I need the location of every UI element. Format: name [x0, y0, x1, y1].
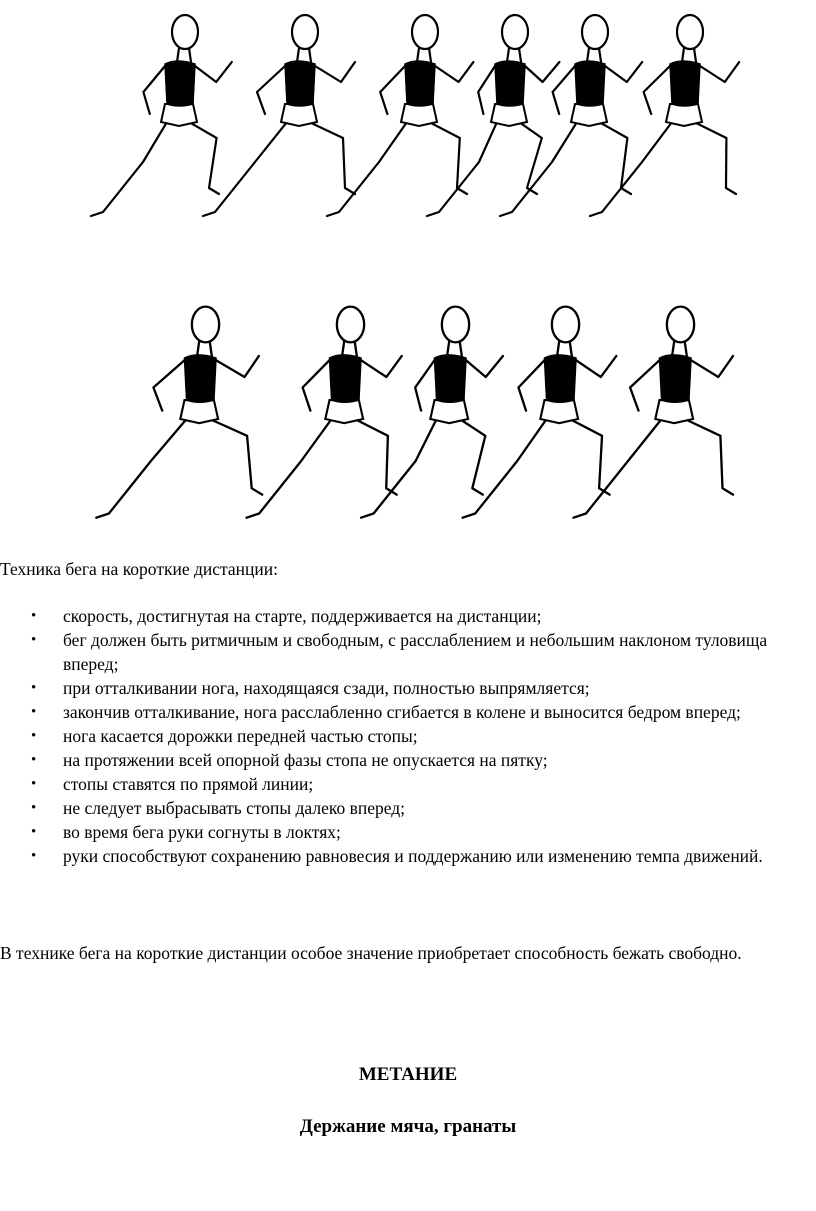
runner-figure	[427, 15, 559, 216]
bullet-dot: •	[31, 776, 37, 792]
list-item-text: во время бега руки согнуты в локтях;	[63, 822, 341, 842]
list-item-text: руки способствуют сохранению равновесия и поддержанию или изменению темпа движений.	[63, 846, 763, 866]
running-phases-row-1	[0, 0, 816, 240]
runner-figure	[463, 307, 617, 518]
list-item-text: стопы ставятся по прямой линии;	[63, 774, 314, 794]
list-item	[0, 724, 800, 748]
technique-list	[0, 604, 800, 868]
list-item-text: на протяжении всей опорной фазы стопа не опускается на пятку;	[63, 750, 548, 770]
list-item	[0, 844, 800, 868]
runner-figure	[91, 15, 232, 216]
bullet-dot: •	[31, 680, 37, 696]
bullet-dot: •	[31, 704, 37, 720]
list-item-text: скорость, достигнутая на старте, поддерживается на дистанции;	[63, 606, 542, 626]
running-phases-row-2	[0, 262, 816, 534]
conclusion-paragraph: В технике бега на короткие дистанции особое значение приобретает способность бежать свободно.	[0, 943, 742, 963]
list-item	[0, 796, 800, 820]
intro-text: Техника бега на короткие дистанции:	[0, 559, 278, 579]
subsection-heading: Держание мяча, гранаты	[299, 1116, 517, 1137]
list-item	[0, 700, 800, 724]
list-item-text: бег должен быть ритмичным и свободным, с расслаблением и небольшим наклоном туловища вперед;	[63, 630, 768, 674]
list-item-text: при отталкивании нога, находящаяся сзади, полностью выпрямляется;	[63, 678, 590, 698]
bullet-dot: •	[31, 728, 37, 744]
runner-figure	[573, 307, 733, 518]
list-item	[0, 628, 800, 676]
list-item-text: не следует выбрасывать стопы далеко вперед;	[63, 798, 406, 818]
list-item	[0, 820, 800, 844]
bullet-dot: •	[31, 608, 37, 624]
list-item-text: нога касается дорожки передней частью стопы;	[63, 726, 418, 746]
running-figures-illustration-2	[0, 262, 816, 534]
runner-figure	[96, 307, 262, 518]
list-item	[0, 676, 800, 700]
running-figures-illustration-1	[0, 0, 816, 240]
runner-figure	[247, 307, 402, 518]
list-item-text: закончив отталкивание, нога расслабленно сгибается в колене и выносится бедром вперед;	[63, 702, 741, 722]
section-heading: МЕТАНИЕ	[358, 1064, 458, 1085]
bullet-dot: •	[31, 632, 37, 648]
runner-figure	[590, 15, 739, 216]
bullet-dot: •	[31, 800, 37, 816]
bullet-dot: •	[31, 848, 37, 864]
list-item	[0, 604, 800, 628]
runner-figure	[327, 15, 473, 216]
bullet-dot: •	[31, 824, 37, 840]
runner-figure	[203, 15, 355, 216]
runner-figure	[361, 307, 503, 518]
list-item	[0, 748, 800, 772]
bullet-dot: •	[31, 752, 37, 768]
list-item	[0, 772, 800, 796]
